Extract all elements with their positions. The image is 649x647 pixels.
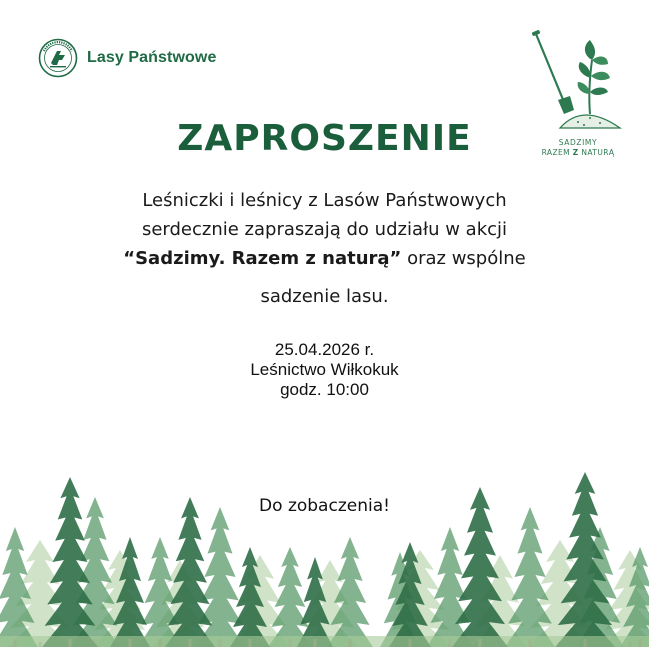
lasy-panstwowe-logo-icon [38,38,78,78]
event-place: Leśnictwo Wiłkokuk [250,360,399,379]
invite-line-2: serdecznie zapraszają do udziału w akcji [141,219,508,240]
event-time: godz. 10:00 [280,380,369,399]
brand-header [38,38,216,78]
page-title: ZAPROSZENIE [177,118,472,159]
invite-line-3: “Sadzimy. Razem z naturą” oraz wspólne [123,248,526,269]
invite-line-1: Leśniczki i leśnicy z Lasów Państwowych [142,190,507,211]
event-date: 25.04.2026 r. [274,340,375,359]
invite-line-4: sadzenie lasu. [260,286,389,307]
badge-line-1: SADZIMY [558,138,598,147]
brand-name: Lasy Państwowe [87,49,217,66]
closing-text: Do zobaczenia! [259,496,390,516]
event-details [0,340,649,400]
forest-illustration [0,440,649,647]
campaign-name: “Sadzimy. Razem z naturą” [123,248,402,269]
badge-line-2: RAZEM Z NATURĄ [541,148,615,157]
invitation-text [0,186,649,311]
